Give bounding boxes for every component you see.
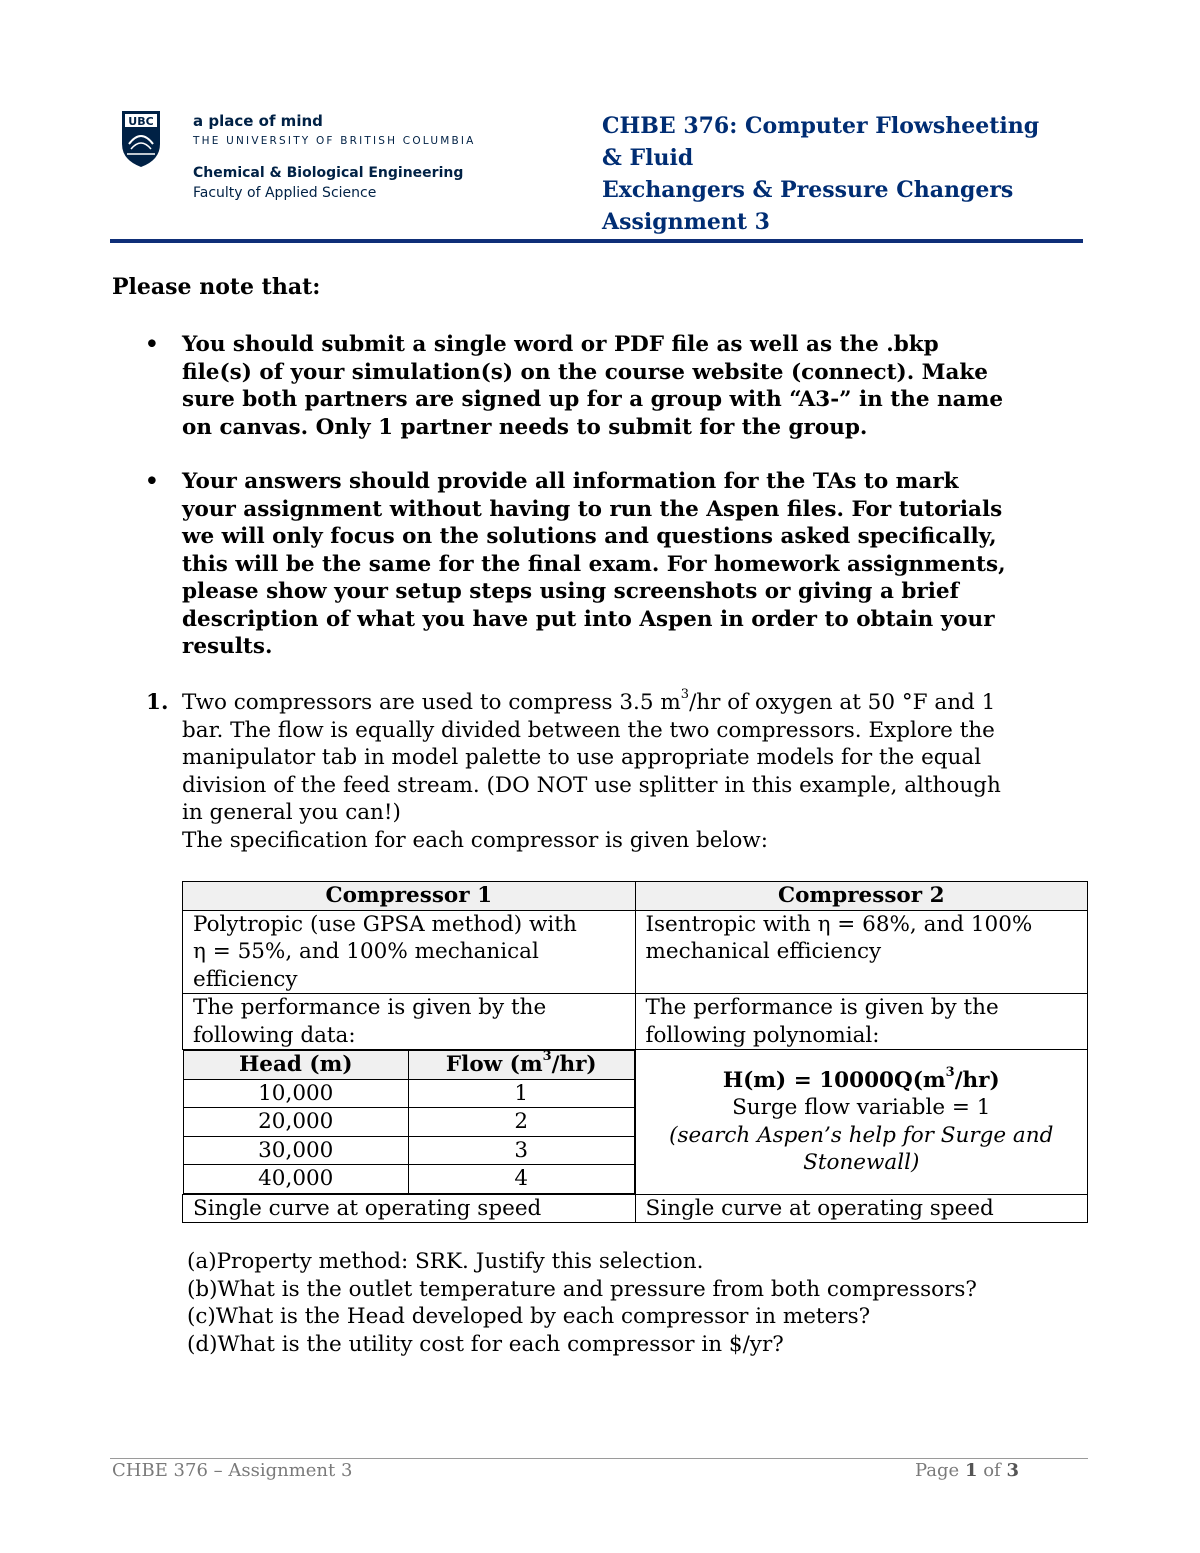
cell-line: efficiency: [193, 966, 298, 992]
page-word: Page: [915, 1460, 960, 1481]
question-1: [146, 689, 1086, 854]
table-cell: Single curve at operating speed: [635, 1194, 1088, 1223]
subquestion-item: (b)What is the outlet temperature and pressure from both compressors?: [187, 1276, 977, 1302]
logo-university: THE UNIVERSITY OF BRITISH COLUMBIA: [193, 135, 476, 147]
superscript: 3: [945, 1064, 955, 1080]
surge-text: Surge flow variable = 1: [732, 1095, 991, 1121]
cell-line: The performance is given by the: [193, 995, 547, 1020]
flow-header-text: Flow (m: [445, 1052, 543, 1077]
compressor-1-header: Compressor 1: [183, 882, 636, 911]
performance-data-cell: [183, 1050, 636, 1195]
question-line: in general you can!): [182, 800, 401, 825]
subquestion-item: (d)What is the utility cost for each compressor in $/yr?: [187, 1331, 784, 1357]
note-line: sure both partners are signed up for a group with “A3-” in the name: [182, 387, 1004, 412]
question-text: /hr of oxygen at 50 °F and 1: [689, 690, 996, 715]
table-cell: [183, 994, 636, 1050]
subquestion-item: (a)Property method: SRK. Justify this selection.: [187, 1249, 704, 1274]
note-line: on canvas. Only 1 partner needs to submit for the group.: [182, 414, 868, 440]
help-note: Stonewall): [803, 1150, 920, 1176]
performance-data-table: [183, 1050, 635, 1194]
footer-divider: [110, 1458, 1088, 1459]
table-row: [183, 1165, 634, 1194]
inner-header-row: [183, 1051, 634, 1080]
table-cell: [183, 910, 636, 994]
head-value: 20,000: [183, 1108, 409, 1137]
table-cell: [635, 910, 1088, 994]
polynomial-text: H(m) = 10000Q(m: [722, 1067, 946, 1093]
footer-course-label: CHBE 376 – Assignment 3: [112, 1460, 353, 1481]
flow-header: [409, 1051, 635, 1080]
cell-line: Polytropic (use GPSA method) with: [193, 911, 577, 937]
polynomial-cell: [635, 1050, 1088, 1195]
question-line: [182, 689, 1086, 717]
polynomial-equation: [646, 1064, 1078, 1095]
table-row: [183, 1136, 634, 1165]
cell-line: following data:: [193, 1022, 356, 1048]
header-divider: [110, 239, 1083, 243]
note-line: please show your setup steps using screenshots or giving a brief: [182, 579, 959, 604]
question-line: division of the feed stream. (DO NOT use splitter in this example, although: [182, 772, 1001, 798]
ubc-crest-logo: [121, 110, 161, 168]
cell-line: following polynomial:: [645, 1022, 880, 1048]
question-text: Two compressors are used to compress 3.5 m: [182, 690, 681, 715]
table-cell: [635, 994, 1088, 1050]
help-note: (search Aspen’s help for Surge and: [669, 1122, 1054, 1148]
of-word: of: [983, 1460, 1001, 1481]
note-bullet-1: [145, 331, 1090, 441]
flow-value: 2: [409, 1108, 635, 1137]
note-line: You should submit a single word or PDF file as well as the .bkp: [182, 332, 939, 357]
table-header-row: [183, 882, 1088, 911]
table-row: [183, 1194, 1088, 1223]
table-row: [183, 1108, 634, 1137]
note-line: description of what you have put into Aspen in order to obtain your: [182, 606, 995, 632]
table-row: [183, 910, 1088, 994]
question-line: manipulator tab in model palette to use appropriate models for the equal: [182, 745, 982, 770]
compressor-2-header: Compressor 2: [635, 882, 1088, 911]
note-line: results.: [182, 634, 273, 659]
course-title: [602, 110, 1102, 238]
compressor-spec-table: [182, 881, 1088, 1223]
course-title-line: Exchangers & Pressure Changers: [602, 177, 1014, 203]
head-value: 30,000: [183, 1136, 409, 1165]
superscript: 3: [542, 1049, 552, 1064]
question-line: The specification for each compressor is given below:: [182, 827, 768, 853]
note-line: this will be the same for the final exam. For homework assignments,: [182, 551, 1006, 577]
question-line: bar. The flow is equally divided between the two compressors. Explore the: [182, 717, 995, 743]
note-line: we will only focus on the solutions and questions asked specifically,: [182, 524, 997, 549]
flow-value: 3: [409, 1136, 635, 1165]
course-title-line: CHBE 376: Computer Flowsheeting: [602, 113, 1040, 139]
superscript: 3: [680, 687, 690, 702]
course-title-line: Assignment 3: [602, 209, 770, 235]
table-cell: Single curve at operating speed: [183, 1194, 636, 1223]
bullet-icon: •: [145, 469, 159, 494]
notes-heading: Please note that:: [112, 274, 321, 300]
page-counter: [915, 1460, 1019, 1481]
table-row: [183, 994, 1088, 1050]
flow-value: 1: [409, 1079, 635, 1108]
flow-value: 4: [409, 1165, 635, 1194]
note-bullet-2: [145, 468, 1090, 661]
note-line: file(s) of your simulation(s) on the course website (connect). Make: [182, 359, 988, 385]
cell-line: The performance is given by the: [645, 995, 999, 1020]
logo-department: Chemical & Biological Engineering: [193, 165, 464, 181]
logo-tagline: a place of mind: [193, 112, 323, 130]
ubc-wordmark: [193, 111, 476, 203]
head-value: 40,000: [183, 1165, 409, 1194]
flow-header-text: /hr): [551, 1052, 597, 1077]
subquestion-list: [187, 1248, 977, 1358]
cell-line: Isentropic with η = 68%, and 100%: [645, 911, 1033, 937]
crest-text: UBC: [128, 115, 154, 128]
note-line: Your answers should provide all information for the TAs to mark: [182, 469, 959, 494]
page-number: 1: [964, 1460, 978, 1481]
subquestion-item: (c)What is the Head developed by each compressor in meters?: [187, 1304, 871, 1329]
polynomial-text: /hr): [954, 1067, 1000, 1093]
course-title-line: & Fluid: [602, 145, 694, 171]
table-row: [183, 1050, 1088, 1195]
cell-line: mechanical efficiency: [645, 939, 882, 964]
logo-faculty: Faculty of Applied Science: [193, 185, 377, 201]
table-row: [183, 1079, 634, 1108]
head-header: Head (m): [183, 1051, 409, 1080]
note-line: your assignment without having to run the Aspen files. For tutorials: [182, 496, 1003, 522]
cell-line: η = 55%, and 100% mechanical: [193, 939, 539, 964]
head-value: 10,000: [183, 1079, 409, 1108]
bullet-icon: •: [145, 332, 159, 357]
page-total: 3: [1006, 1460, 1019, 1481]
question-number: 1.: [146, 690, 169, 715]
